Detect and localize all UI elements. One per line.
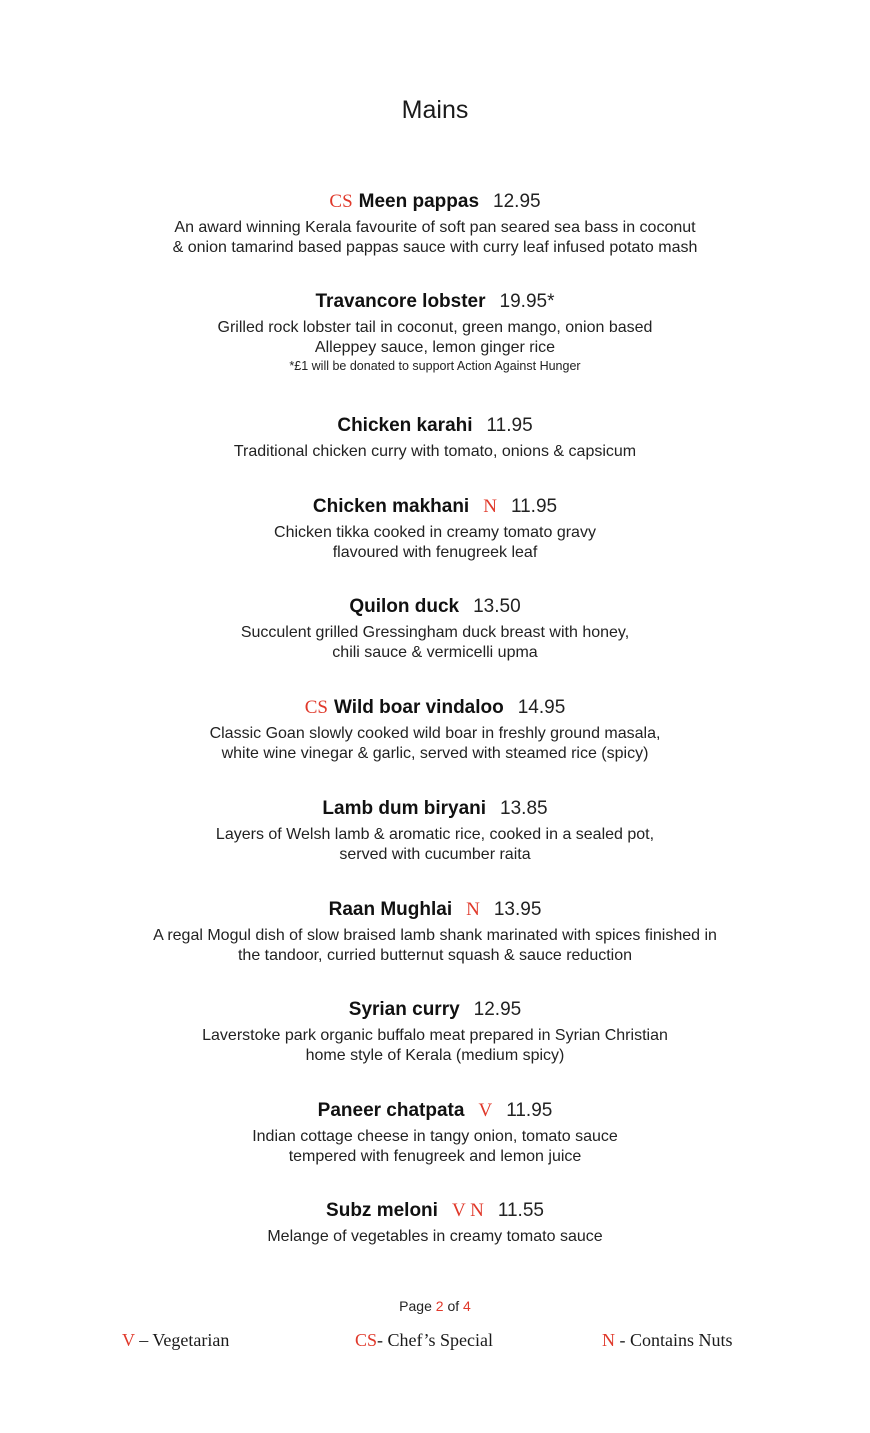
dish-description-line: Classic Goan slowly cooked wild boar in freshly ground masala,: [209, 725, 661, 742]
legend-key: CS: [355, 1330, 378, 1350]
dish-name: Raan Mughlai: [328, 899, 453, 920]
contains-nuts-tag: N: [466, 899, 480, 920]
dish-name: Lamb dum biryani: [322, 798, 487, 819]
dish-description: [0, 926, 870, 966]
dish-description-line: Alleppey sauce, lemon ginger rice: [314, 339, 556, 356]
dish-description-line: the tandoor, curried butternut squash & sauce reduction: [237, 947, 633, 964]
menu-item: [0, 414, 870, 462]
legend-text: - Chef’s Special: [377, 1330, 493, 1350]
dish-price: 11.95: [486, 415, 533, 436]
menu-item-header: [0, 797, 870, 821]
menu-item-header: [0, 414, 870, 438]
page-number: [0, 1298, 870, 1314]
dish-description: [0, 1127, 870, 1167]
menu-item: [0, 1199, 870, 1247]
dish-name: Meen pappas: [358, 191, 480, 212]
dish-description-line: served with cucumber raita: [339, 846, 531, 863]
menu-item-header: [0, 595, 870, 619]
vegetarian-tag: V: [478, 1100, 493, 1121]
dish-description: [0, 724, 870, 764]
page-current: 2: [435, 1298, 444, 1314]
dish-price: 11.95: [506, 1100, 553, 1121]
dish-name: Syrian curry: [348, 999, 460, 1020]
dish-description-line: white wine vinegar & garlic, served with steamed rice (spicy): [221, 745, 649, 762]
menu-item-header: [0, 998, 870, 1022]
menu-item-header: [0, 190, 870, 214]
dish-description: [0, 318, 870, 358]
dish-description-line: Traditional chicken curry with tomato, onions & capsicum: [233, 443, 637, 460]
menu-item-header: [0, 898, 870, 922]
menu-item: [0, 898, 870, 966]
page-total: 4: [463, 1298, 471, 1314]
page-of: of: [447, 1298, 460, 1314]
dish-description-line: A regal Mogul dish of slow braised lamb shank marinated with spices finished in: [153, 927, 717, 944]
page-label: Page: [399, 1298, 432, 1314]
dish-price: 12.95: [493, 191, 541, 212]
dish-description-line: Chicken tikka cooked in creamy tomato gravy: [274, 524, 596, 541]
dish-description-line: Grilled rock lobster tail in coconut, green mango, onion based: [217, 319, 653, 336]
menu-item: [0, 190, 870, 258]
dish-price: 11.55: [497, 1200, 544, 1221]
dish-name: Paneer chatpata: [317, 1100, 465, 1121]
dish-name: Chicken karahi: [337, 415, 473, 436]
menu-item: [0, 595, 870, 663]
dish-description: [0, 218, 870, 258]
dish-name: Wild boar vindaloo: [333, 697, 504, 718]
legend-contains-nuts: [602, 1330, 733, 1351]
menu-item-header: [0, 495, 870, 519]
dish-name: Travancore lobster: [315, 291, 486, 312]
dish-name: Subz meloni: [326, 1200, 438, 1221]
chefs-special-tag: CS: [329, 191, 353, 212]
dish-description-line: Laverstoke park organic buffalo meat prepared in Syrian Christian: [202, 1027, 668, 1044]
menu-item: [0, 998, 870, 1066]
dish-name: Quilon duck: [349, 596, 460, 617]
legend-key: N: [602, 1330, 615, 1350]
legend-chefs-special: [355, 1330, 493, 1351]
menu-item-header: [0, 290, 870, 314]
dish-footnote: *£1 will be donated to support Action Against Hunger: [289, 359, 581, 373]
dish-description: [0, 442, 870, 462]
menu-item: [0, 495, 870, 563]
dish-name: Chicken makhani: [312, 496, 470, 517]
menu-item: [0, 290, 870, 374]
dish-description-line: & onion tamarind based pappas sauce with curry leaf infused potato mash: [172, 239, 698, 256]
dish-description-line: home style of Kerala (medium spicy): [305, 1047, 565, 1064]
menu-item-header: [0, 1199, 870, 1223]
menu-item-header: [0, 1099, 870, 1123]
legend-text: – Vegetarian: [134, 1330, 230, 1350]
menu-item: [0, 797, 870, 865]
dish-description-line: Succulent grilled Gressingham duck breast with honey,: [240, 624, 630, 641]
dish-price: 13.85: [500, 798, 548, 819]
dish-description-line: flavoured with fenugreek leaf: [332, 544, 538, 561]
chefs-special-tag: CS: [304, 697, 328, 718]
dish-description: [0, 825, 870, 865]
dish-description-line: An award winning Kerala favourite of soft pan seared sea bass in coconut: [174, 219, 696, 236]
dish-description-line: Melange of vegetables in creamy tomato sauce: [267, 1228, 603, 1245]
dish-description: [0, 523, 870, 563]
dish-description-line: tempered with fenugreek and lemon juice: [288, 1148, 582, 1165]
dish-description-line: chili sauce & vermicelli upma: [332, 644, 538, 661]
menu-item-header: [0, 696, 870, 720]
dish-price: 19.95*: [499, 291, 555, 312]
legend-key: V: [122, 1330, 135, 1350]
legend-vegetarian: [122, 1330, 229, 1351]
dish-price: 13.95: [493, 899, 542, 920]
vegetarian-nuts-tag: V N: [451, 1200, 484, 1221]
legend-text: - Contains Nuts: [615, 1330, 733, 1350]
contains-nuts-tag: N: [483, 496, 497, 517]
page-title: Mains: [401, 96, 469, 124]
dish-price: 12.95: [473, 999, 522, 1020]
menu-item: [0, 696, 870, 764]
dish-price: 13.50: [473, 596, 521, 617]
dish-description-line: Indian cottage cheese in tangy onion, tomato sauce: [252, 1128, 618, 1145]
menu-item: [0, 1099, 870, 1167]
dish-description: [0, 1227, 870, 1247]
dish-description: [0, 1026, 870, 1066]
dish-price: 14.95: [517, 697, 566, 718]
dish-description-line: Layers of Welsh lamb & aromatic rice, cooked in a sealed pot,: [215, 826, 655, 843]
dish-description: [0, 623, 870, 663]
dish-price: 11.95: [510, 496, 558, 517]
